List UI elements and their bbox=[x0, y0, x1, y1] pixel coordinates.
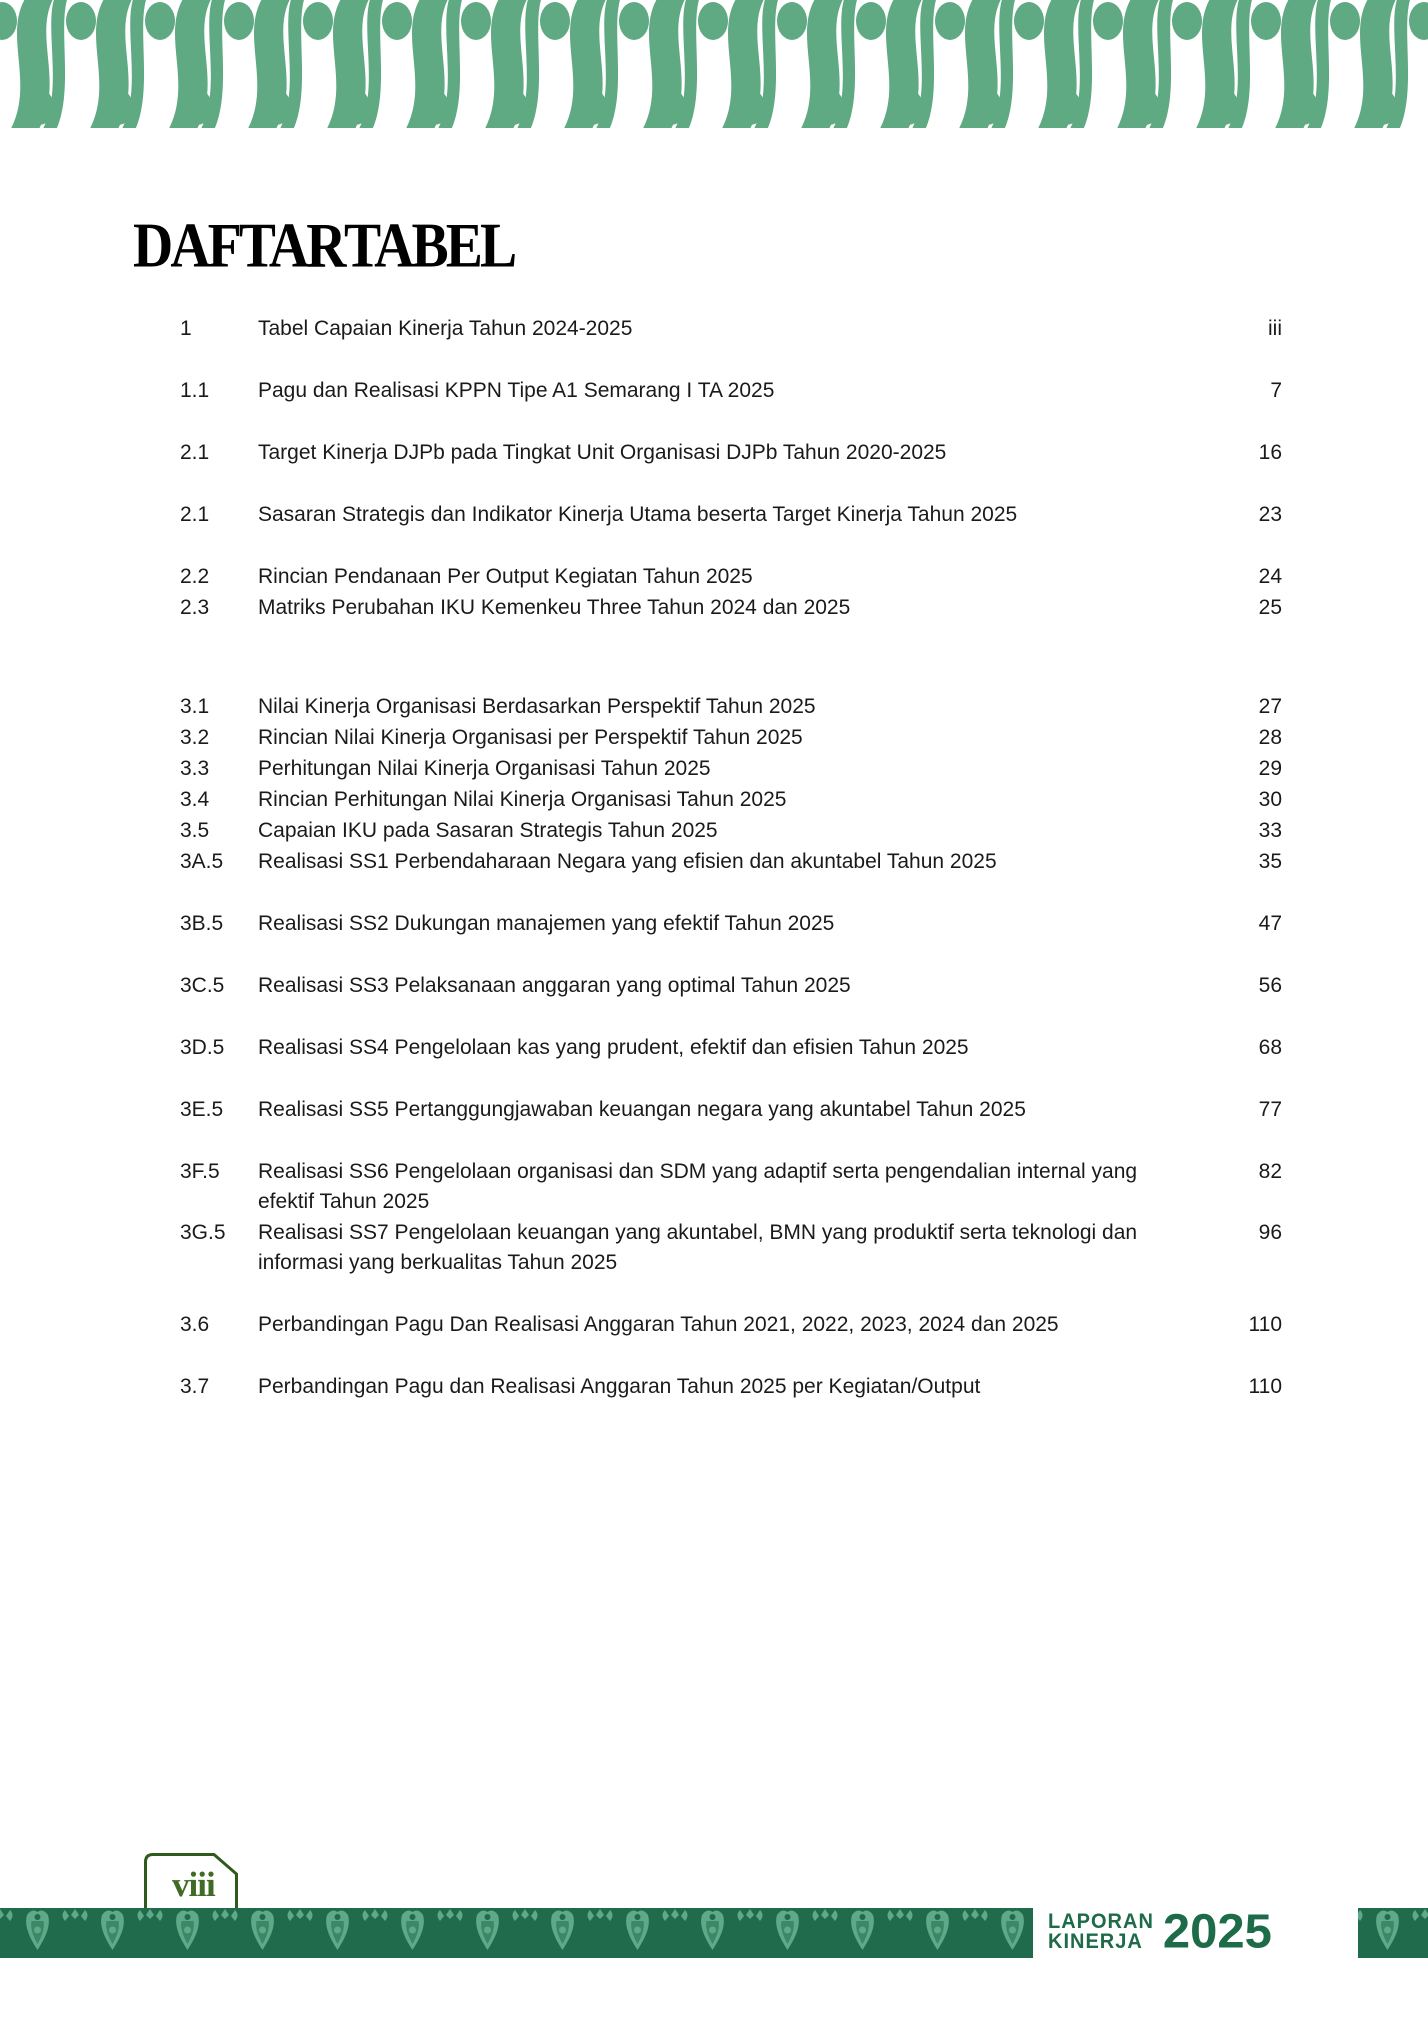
toc-entry-number: 2.1 bbox=[180, 441, 210, 464]
toc-entry-title: Tabel Capaian Kinerja Tahun 2024-2025 bbox=[258, 317, 633, 340]
toc-entry bbox=[180, 1218, 1282, 1278]
toc-entry-number: 2.1 bbox=[180, 503, 210, 526]
toc-entry-title: Realisasi SS2 Dukungan manajemen yang efektif Tahun 2025 bbox=[258, 912, 835, 935]
toc-entry bbox=[180, 692, 1282, 722]
toc-entry bbox=[180, 1033, 1282, 1063]
toc-entry-number: 3.4 bbox=[180, 788, 210, 811]
document-page bbox=[0, 128, 1428, 1402]
toc-entry-page: iii bbox=[1268, 317, 1282, 340]
brand-line2: KINERJA bbox=[1048, 1929, 1143, 1953]
toc-entry-number: 3C.5 bbox=[180, 974, 225, 997]
toc-entry-number: 3A.5 bbox=[180, 850, 224, 873]
toc-entry-number: 3.5 bbox=[180, 819, 210, 842]
page-number: viii bbox=[172, 1865, 215, 1904]
toc-entry-page: 110 bbox=[1248, 1375, 1282, 1398]
toc-entry-title: Rincian Pendanaan Per Output Kegiatan Tahun 2025 bbox=[258, 565, 753, 588]
toc-entry-page: 27 bbox=[1258, 695, 1282, 718]
toc-entry-number: 3D.5 bbox=[180, 1036, 225, 1059]
toc-entry-title: Perhitungan Nilai Kinerja Organisasi Tahun 2025 bbox=[258, 757, 711, 780]
toc-entry-page: 47 bbox=[1258, 912, 1282, 935]
toc-entry-title: Capaian IKU pada Sasaran Strategis Tahun 2025 bbox=[258, 819, 718, 842]
toc-entry-page: 77 bbox=[1258, 1098, 1282, 1121]
toc-entry-number: 3.1 bbox=[180, 695, 210, 718]
toc-entry bbox=[180, 314, 1282, 344]
toc-entry-title: Perbandingan Pagu Dan Realisasi Anggaran Tahun 2021, 2022, 2023, 2024 dan 2025 bbox=[258, 1313, 1059, 1336]
toc-entry-number: 3.3 bbox=[180, 757, 210, 780]
toc-entry-page: 110 bbox=[1248, 1313, 1282, 1336]
toc-entry-title: Nilai Kinerja Organisasi Berdasarkan Perspektif Tahun 2025 bbox=[258, 695, 816, 718]
laporan-kinerja-label bbox=[1048, 1909, 1154, 1953]
page-title: DAFTAR TABEL bbox=[133, 209, 515, 281]
toc-entry bbox=[180, 971, 1282, 1001]
toc-entry-number: 3G.5 bbox=[180, 1221, 226, 1244]
toc-entry-page: 7 bbox=[1270, 379, 1282, 402]
laporan-kinerja-logo bbox=[1048, 1906, 1358, 1958]
toc-entry bbox=[180, 593, 1282, 623]
toc-entry-page: 16 bbox=[1258, 441, 1282, 464]
toc-entry bbox=[180, 438, 1282, 468]
batik-border-top bbox=[0, 0, 1428, 128]
batik-border-top-pattern bbox=[0, 0, 1428, 128]
toc-entry bbox=[180, 723, 1282, 753]
page-number-badge bbox=[142, 1852, 240, 1914]
toc-entry-page: 29 bbox=[1258, 757, 1282, 780]
brand-line1: LAPORAN bbox=[1048, 1909, 1154, 1934]
toc-entry-number: 1 bbox=[180, 317, 192, 340]
toc-entry-number: 3F.5 bbox=[180, 1160, 220, 1183]
toc-entry-title: Sasaran Strategis dan Indikator Kinerja Utama beserta Target Kinerja Tahun 2025 bbox=[258, 503, 1018, 526]
table-of-contents-list bbox=[180, 314, 1282, 1402]
toc-entry-page: 35 bbox=[1258, 850, 1282, 873]
toc-entry-number: 3.2 bbox=[180, 726, 210, 749]
toc-entry bbox=[180, 785, 1282, 815]
toc-entry-page: 30 bbox=[1258, 788, 1282, 811]
toc-entry-title: Realisasi SS7 Pengelolaan keuangan yang akuntabel, BMN yang produktif serta teknologi dan informasi yang berkualitas Tahun 2025 bbox=[258, 1221, 1138, 1274]
toc-entry-number: 2.2 bbox=[180, 565, 210, 588]
toc-entry-page: 96 bbox=[1258, 1221, 1282, 1244]
toc-entry bbox=[180, 1372, 1282, 1402]
toc-entry bbox=[180, 909, 1282, 939]
toc-entry-title: Realisasi SS1 Perbendaharaan Negara yang efisien dan akuntabel Tahun 2025 bbox=[258, 850, 997, 873]
toc-entry-page: 33 bbox=[1258, 819, 1282, 842]
toc-entry-number: 2.3 bbox=[180, 596, 210, 619]
toc-entry-title: Realisasi SS3 Pelaksanaan anggaran yang optimal Tahun 2025 bbox=[258, 974, 851, 997]
toc-entry bbox=[180, 1310, 1282, 1340]
toc-entry-title: Realisasi SS5 Pertanggungjawaban keuangan negara yang akuntabel Tahun 2025 bbox=[258, 1098, 1026, 1121]
brand-year: 2025 bbox=[1162, 1905, 1272, 1958]
toc-entry bbox=[180, 500, 1282, 530]
toc-entry-page: 28 bbox=[1258, 726, 1282, 749]
toc-entry-number: 3.7 bbox=[180, 1375, 210, 1398]
toc-entry bbox=[180, 562, 1282, 592]
toc-entry-page: 24 bbox=[1258, 565, 1282, 588]
toc-entry bbox=[180, 816, 1282, 846]
toc-entry bbox=[180, 1095, 1282, 1125]
toc-entry-page: 25 bbox=[1258, 596, 1282, 619]
toc-entry-number: 3.6 bbox=[180, 1313, 210, 1336]
toc-entry bbox=[180, 1157, 1282, 1217]
toc-entry-title: Rincian Perhitungan Nilai Kinerja Organisasi Tahun 2025 bbox=[258, 788, 787, 811]
toc-entry-page: 56 bbox=[1258, 974, 1282, 997]
toc-entry-page: 82 bbox=[1258, 1160, 1282, 1183]
toc-entry-number: 3E.5 bbox=[180, 1098, 224, 1121]
toc-entry-title: Matriks Perubahan IKU Kemenkeu Three Tahun 2024 dan 2025 bbox=[258, 596, 851, 619]
toc-entry bbox=[180, 376, 1282, 406]
toc-entry-number: 3B.5 bbox=[180, 912, 224, 935]
toc-entry-page: 68 bbox=[1258, 1036, 1282, 1059]
toc-entry-title: Pagu dan Realisasi KPPN Tipe A1 Semarang I TA 2025 bbox=[258, 379, 775, 402]
toc-entry-number: 1.1 bbox=[180, 379, 210, 402]
toc-entry-title: Rincian Nilai Kinerja Organisasi per Perspektif Tahun 2025 bbox=[258, 726, 803, 749]
toc-entry-page: 23 bbox=[1258, 503, 1282, 526]
toc-entry-title: Target Kinerja DJPb pada Tingkat Unit Organisasi DJPb Tahun 2020-2025 bbox=[258, 441, 947, 464]
toc-entry-title: Realisasi SS4 Pengelolaan kas yang prudent, efektif dan efisien Tahun 2025 bbox=[258, 1036, 969, 1059]
toc-entry bbox=[180, 847, 1282, 877]
toc-entry-title: Perbandingan Pagu dan Realisasi Anggaran Tahun 2025 per Kegiatan/Output bbox=[258, 1375, 981, 1398]
toc-entry-title: Realisasi SS6 Pengelolaan organisasi dan SDM yang adaptif serta pengendalian internal yang efektif Tahun 2025 bbox=[258, 1160, 1138, 1213]
toc-entry bbox=[180, 754, 1282, 784]
